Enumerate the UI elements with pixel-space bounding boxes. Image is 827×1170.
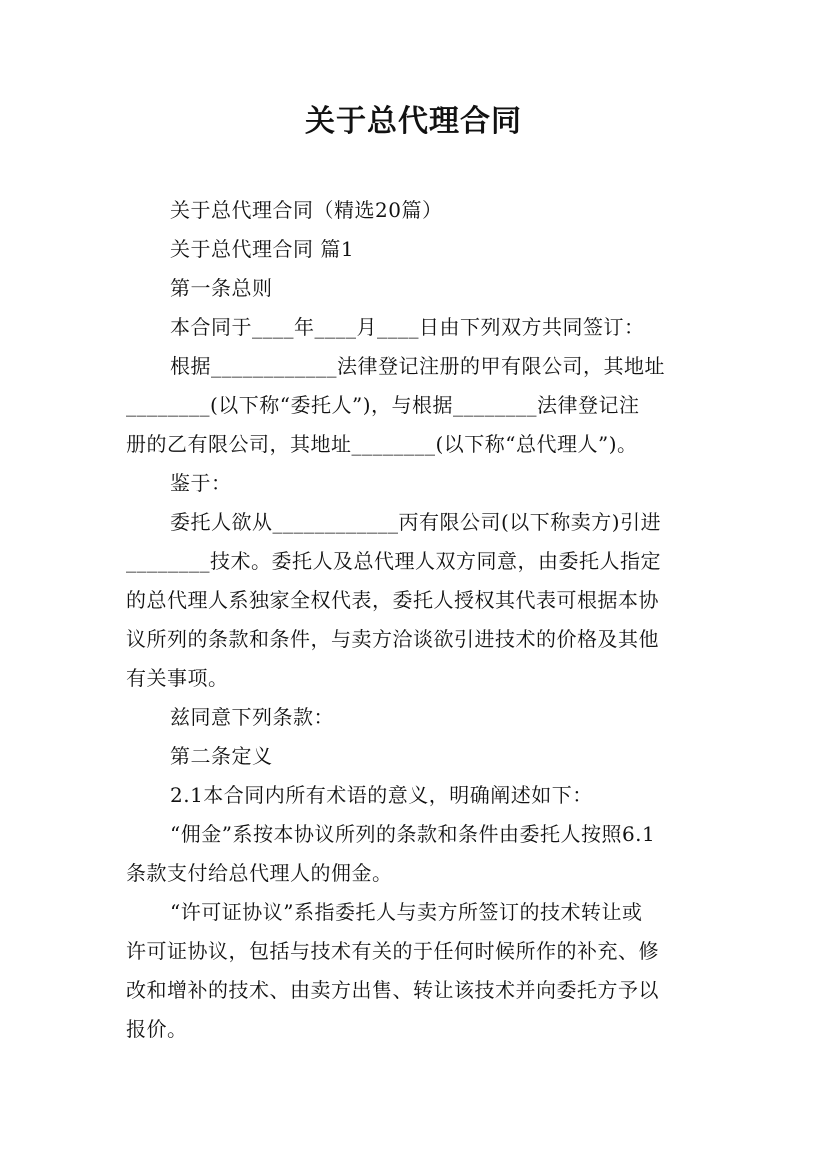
paragraph-line: “佣金”系按本协议所列的条款和条件由委托人按照6.1 (170, 822, 656, 846)
document-title: 关于总代理合同 (305, 104, 522, 139)
paragraph-line: 委托人欲从____________丙有限公司(以下称卖方)引进 (170, 510, 662, 534)
paragraph-line: 关于总代理合同 篇1 (170, 237, 355, 261)
paragraph-line: 第二条定义 (170, 744, 273, 768)
paragraph-line: 许可证协议，包括与技术有关的于任何时候所作的补充、修 (126, 939, 659, 963)
paragraph-line: 鉴于： (170, 471, 232, 495)
paragraph-line: 兹同意下列条款： (170, 705, 334, 729)
paragraph-line: 根据____________法律登记注册的甲有限公司，其地址 (170, 354, 665, 378)
paragraph-line: 有关事项。 (126, 666, 229, 690)
paragraph-line: 改和增补的技术、由卖方出售、转让该技术并向委托方予以 (126, 978, 659, 1002)
paragraph-line: 条款支付给总代理人的佣金。 (126, 861, 393, 885)
paragraph-line: 第一条总则 (170, 276, 273, 300)
paragraph-line: 关于总代理合同（精选20篇） (170, 198, 443, 222)
paragraph-line: 册的乙有限公司，其地址________(以下称“总代理人”)。 (126, 432, 638, 456)
paragraph-line: 2.1本合同内所有术语的意义，明确阐述如下： (170, 783, 593, 807)
paragraph-line: ________技术。委托人及总代理人双方同意，由委托人指定 (126, 549, 661, 573)
paragraph-line: 的总代理人系独家全权代表，委托人授权其代表可根据本协 (126, 588, 659, 612)
paragraph-line: ________(以下称“委托人”)，与根据________法律登记注 (126, 393, 640, 417)
paragraph-line: 报价。 (126, 1017, 188, 1041)
paragraph-line: “许可证协议”系指委托人与卖方所签订的技术转让或 (170, 900, 643, 924)
paragraph-line: 议所列的条款和条件，与卖方洽谈欲引进技术的价格及其他 (126, 627, 659, 651)
paragraph-line: 本合同于____年____月____日由下列双方共同签订： (170, 315, 645, 339)
